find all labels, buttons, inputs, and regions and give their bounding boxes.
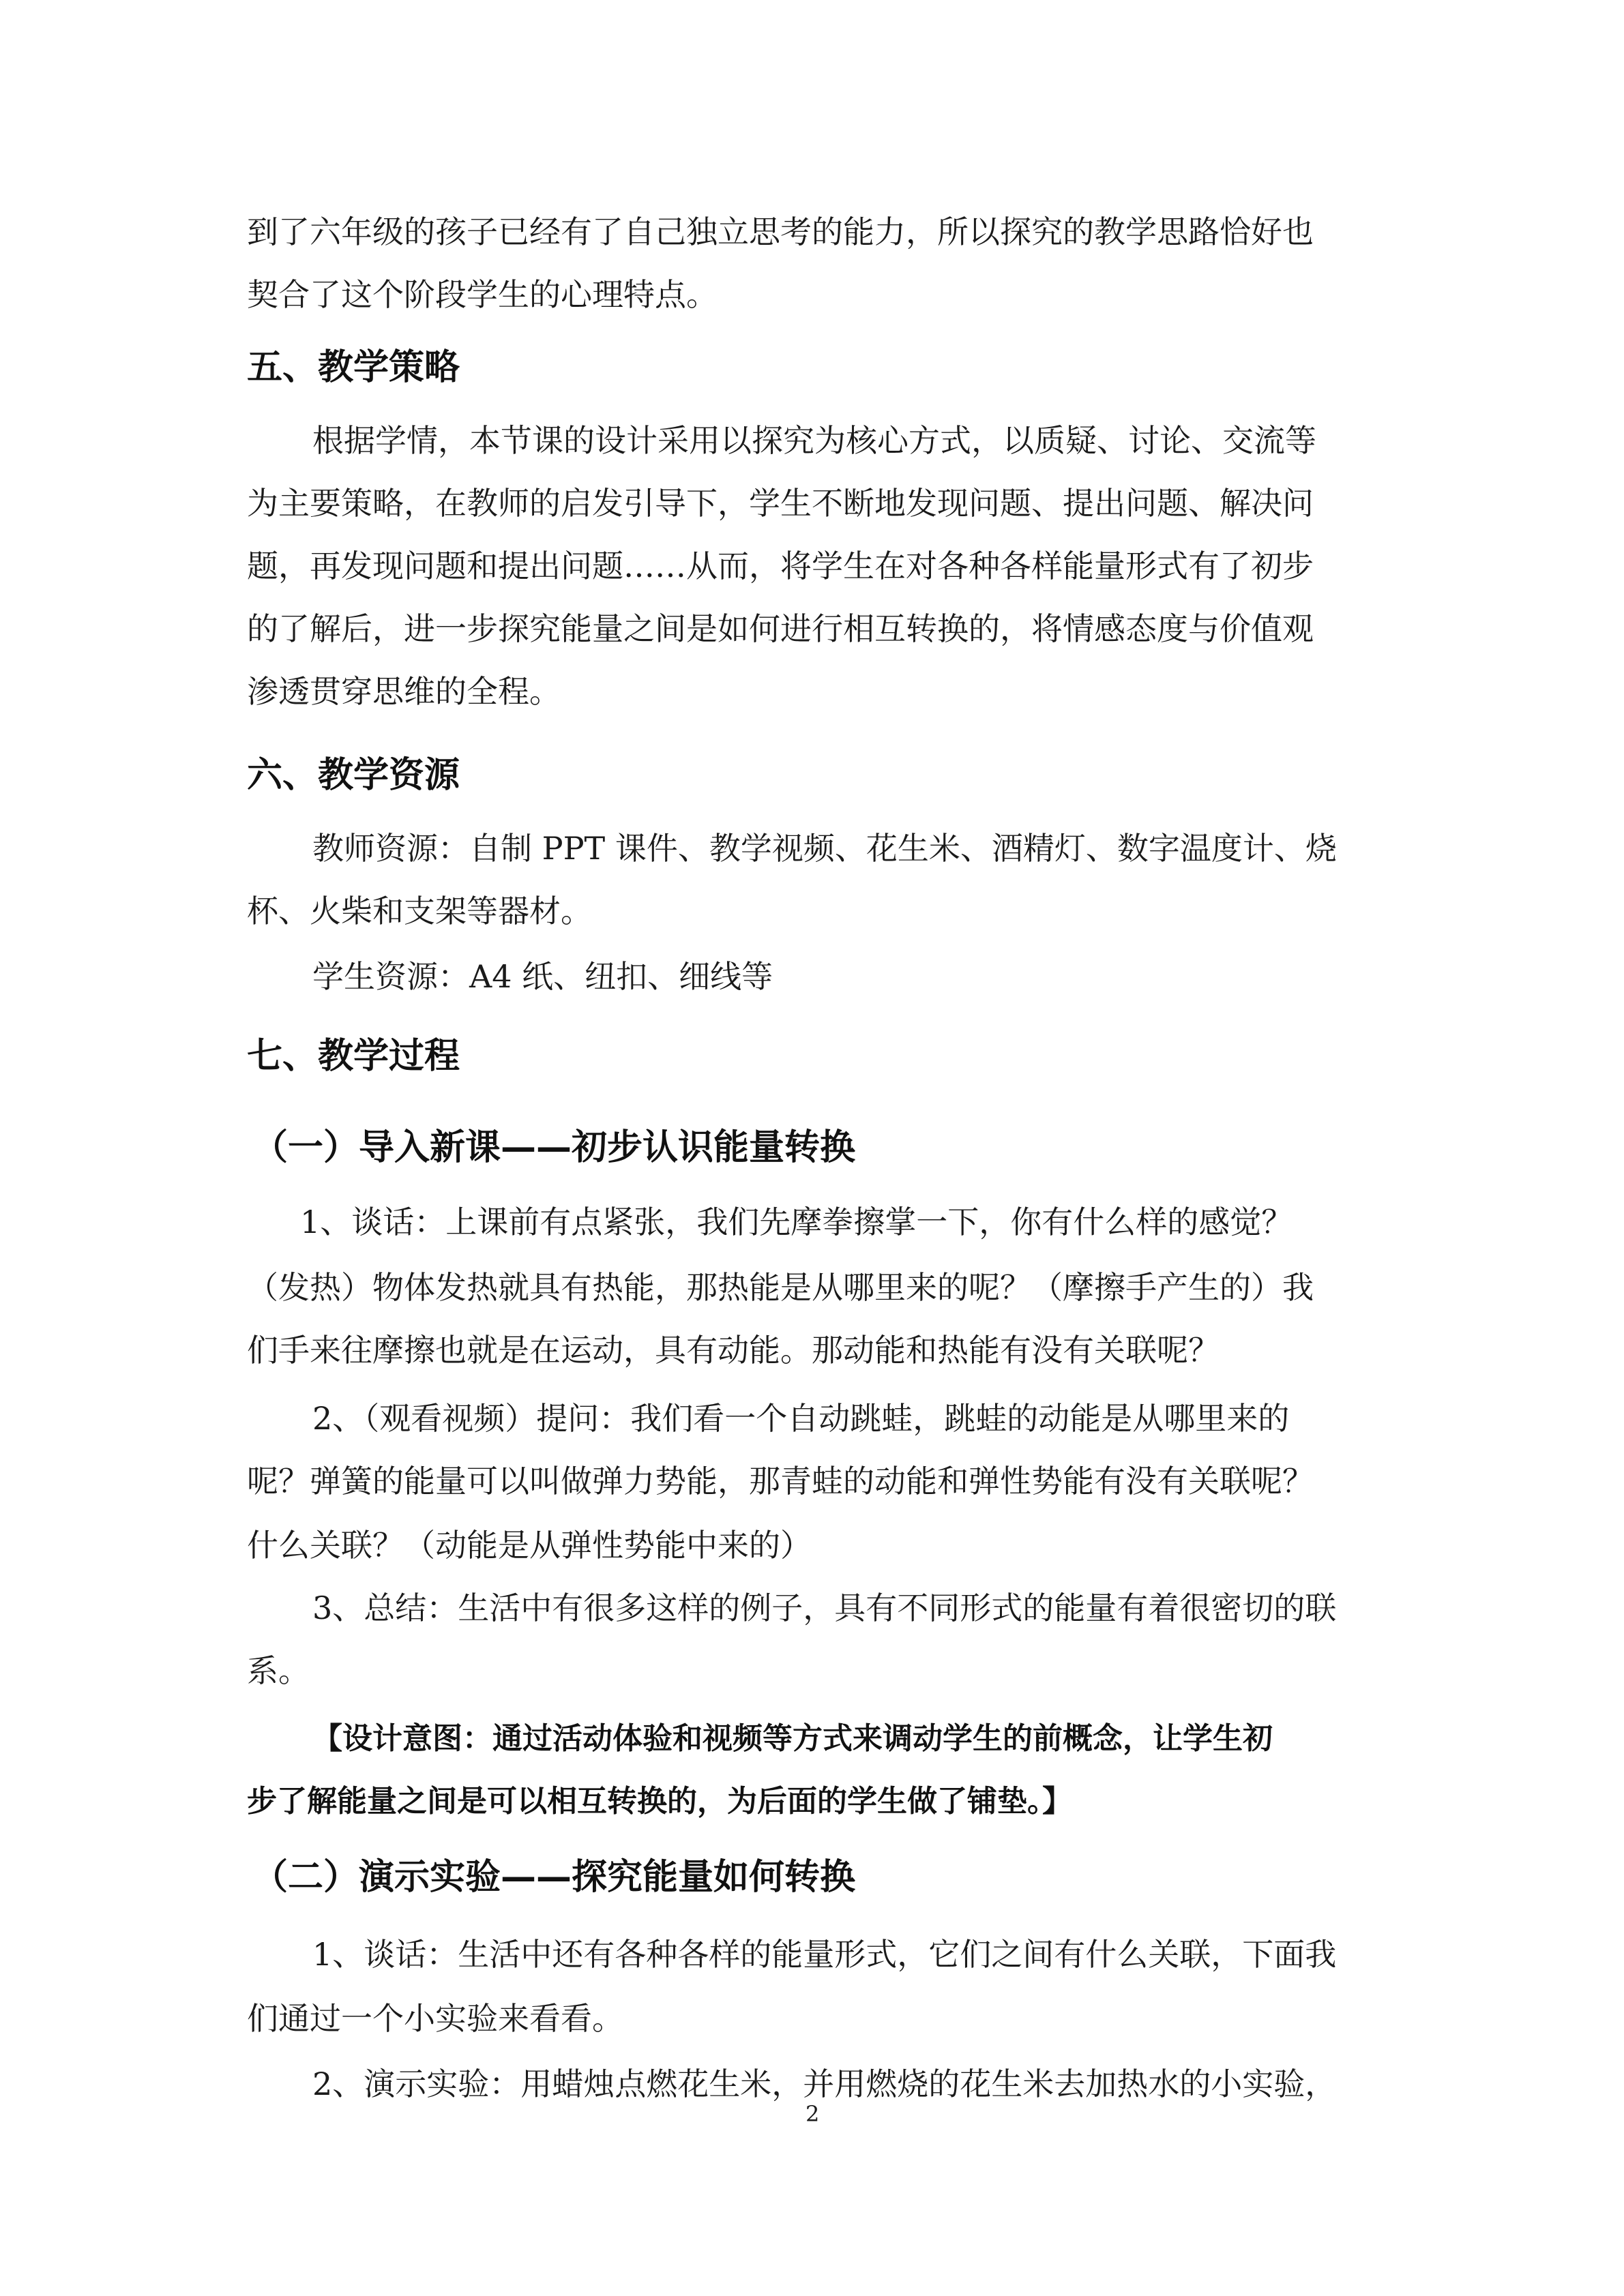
paragraph-line: 们手来往摩擦也就是在运动，具有动能。那动能和热能有没有关联呢？ [247, 1332, 1220, 1369]
paragraph-line: 题，再发现问题和提出问题……从而，将学生在对各种各样能量形式有了初步 [247, 548, 1314, 584]
section-heading-strategy: 五、教学策略 [247, 347, 460, 388]
page-number: 2 [806, 2101, 820, 2127]
paragraph-line: 2、（观看视频）提问：我们看一个自动跳蛙，跳蛙的动能是从哪里来的 [312, 1400, 1290, 1437]
paragraph-line: 1、谈话：上课前有点紧张，我们先摩拳擦掌一下，你有什么样的感觉？ [300, 1204, 1293, 1240]
paragraph-line: 的了解后，进一步探究能量之间是如何进行相互转换的，将情感态度与价值观 [247, 610, 1314, 647]
paragraph-line: 教师资源：自制 PPT 课件、教学视频、花生米、酒精灯、数字温度计、烧 [312, 830, 1337, 867]
paragraph-line: 系。 [247, 1652, 310, 1689]
design-intent-note: 步了解能量之间是可以相互转换的，为后面的学生做了铺垫。】 [247, 1784, 1072, 1819]
paragraph-line: 2、演示实验：用蜡烛点燃花生米，并用燃烧的花生米去加热水的小实验， [312, 2066, 1337, 2102]
paragraph-line: 们通过一个小实验来看看。 [247, 2000, 623, 2037]
design-intent-note: 【设计意图：通过活动体验和视频等方式来调动学生的前概念，让学生初 [312, 1721, 1273, 1756]
paragraph-line: 渗透贯穿思维的全程。 [247, 673, 561, 710]
paragraph-line: 到了六年级的孩子已经有了自己独立思考的能力，所以探究的教学思路恰好也 [247, 213, 1314, 250]
section-heading-process: 七、教学过程 [247, 1036, 460, 1077]
paragraph-line: 1、谈话：生活中还有各种各样的能量形式，它们之间有什么关联，下面我 [312, 1936, 1337, 1973]
paragraph-line: 契合了这个阶段学生的心理特点。 [247, 276, 718, 313]
paragraph-line: 什么关联？（动能是从弹性势能中来的） [247, 1527, 812, 1564]
paragraph-line: 根据学情，本节课的设计采用以探究为核心方式，以质疑、讨论、交流等 [312, 422, 1316, 459]
subsection-heading-demo: （二）演示实验——探究能量如何转换 [252, 1857, 856, 1898]
paragraph-line: 杯、火柴和支架等器材。 [247, 893, 592, 929]
paragraph-line: 呢？弹簧的能量可以叫做弹力势能，那青蛙的动能和弹性势能有没有关联呢？ [247, 1463, 1314, 1500]
section-heading-resources: 六、教学资源 [247, 755, 460, 796]
paragraph-line: 学生资源：A4 纸、纽扣、细线等 [312, 958, 773, 995]
subsection-heading-intro: （一）导入新课——初步认识能量转换 [252, 1127, 856, 1168]
paragraph-line: （发热）物体发热就具有热能，那热能是从哪里来的呢？（摩擦手产生的）我 [247, 1269, 1314, 1306]
paragraph-line: 为主要策略，在教师的启发引导下，学生不断地发现问题、提出问题、解决问 [247, 485, 1314, 522]
paragraph-line: 3、总结：生活中有很多这样的例子，具有不同形式的能量有着很密切的联 [312, 1590, 1337, 1626]
